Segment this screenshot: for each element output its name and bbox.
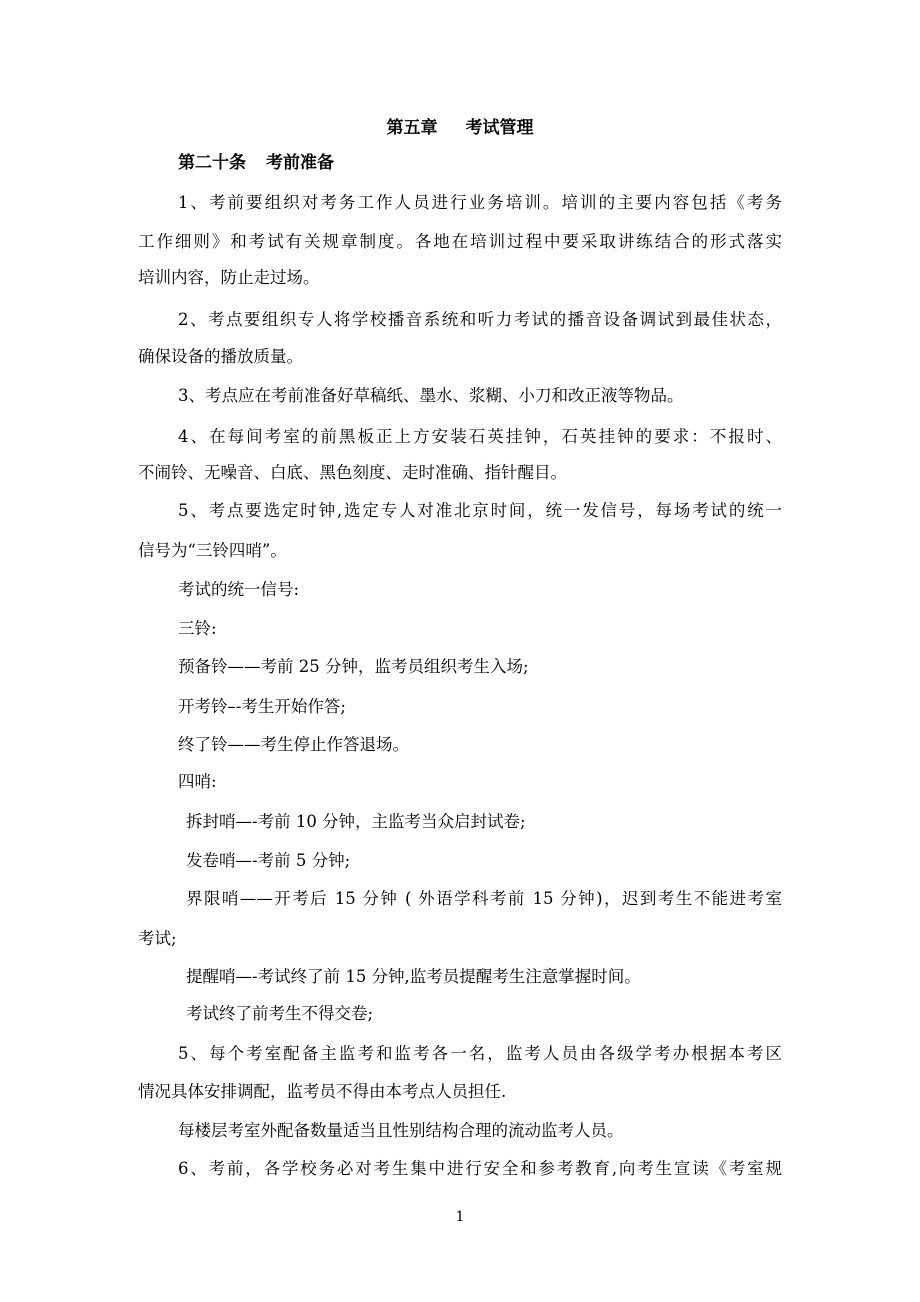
- chapter-title: [0, 116, 920, 140]
- chapter-number: 第五章: [386, 118, 438, 138]
- text-line: 培训内容，防止走过场。: [138, 268, 320, 287]
- article-heading: [178, 151, 334, 175]
- text-line: 不闹铃、无噪音、白底、黑色刻度、走时准确、指针醒目。: [138, 463, 567, 482]
- text-line: 发卷哨—-考前 5 分钟;: [186, 851, 351, 870]
- text-line: 4、在每间考室的前黑板正上方安装石英挂钟，石英挂钟的要求：不报时、: [178, 427, 782, 446]
- text-line: 6、考前，各学校务必对考生集中进行安全和参考教育,向考生宣读《考室规: [178, 1159, 782, 1178]
- text-line: 1、考前要组织对考务工作人员进行业务培训。培训的主要内容包括《考务: [178, 193, 782, 212]
- text-line: 考试终了前考生不得交卷;: [186, 1004, 374, 1023]
- text-line: 四哨:: [178, 772, 217, 791]
- page-number: 1: [455, 1209, 465, 1225]
- text-line: 开考铃–-考生开始作答;: [178, 697, 346, 716]
- text-line: 工作细则》和考试有关规章制度。各地在培训过程中要采取讲练结合的形式落实: [138, 232, 782, 251]
- text-line: 拆封哨—-考前 10 分钟，主监考当众启封试卷;: [186, 812, 526, 831]
- text-line: 情况具体安排调配，监考员不得由本考点人员担任.: [138, 1082, 507, 1101]
- text-line: 5、每个考室配备主监考和监考各一名，监考人员由各级学考办根据本考区: [178, 1044, 782, 1063]
- text-line: 3、考点应在考前准备好草稿纸、墨水、浆糊、小刀和改正液等物品。: [178, 386, 684, 405]
- article-number: 第二十条: [178, 153, 246, 173]
- text-line: 每楼层考室外配备数量适当且性别结构合理的流动监考人员。: [178, 1121, 624, 1140]
- text-line: 预备铃——考前 25 分钟，监考员组织考生入场;: [178, 657, 529, 676]
- text-line: 提醒哨—-考试终了前 15 分钟,监考员提醒考生注意掌握时间。: [186, 967, 641, 986]
- article-name: 考前准备: [266, 153, 334, 173]
- text-line: 考试的统一信号:: [178, 580, 300, 599]
- text-line: 三铃:: [178, 619, 217, 638]
- text-line: 2、考点要组织专人将学校播音系统和听力考试的播音设备调试到最佳状态，: [178, 310, 782, 329]
- text-line: 信号为“三铃四哨”。: [138, 541, 287, 560]
- chapter-name: 考试管理: [465, 118, 534, 138]
- text-line: 界限哨——开考后 15 分钟 ( 外语学科考前 15 分钟)，迟到考生不能进考室: [186, 889, 782, 908]
- text-line: 终了铃——考生停止作答退场。: [178, 735, 409, 754]
- text-line: 5、考点要选定时钟,选定专人对准北京时间，统一发信号，每场考试的统一: [178, 501, 782, 520]
- text-line: 考试;: [138, 929, 177, 948]
- text-line: 确保设备的播放质量。: [138, 347, 303, 366]
